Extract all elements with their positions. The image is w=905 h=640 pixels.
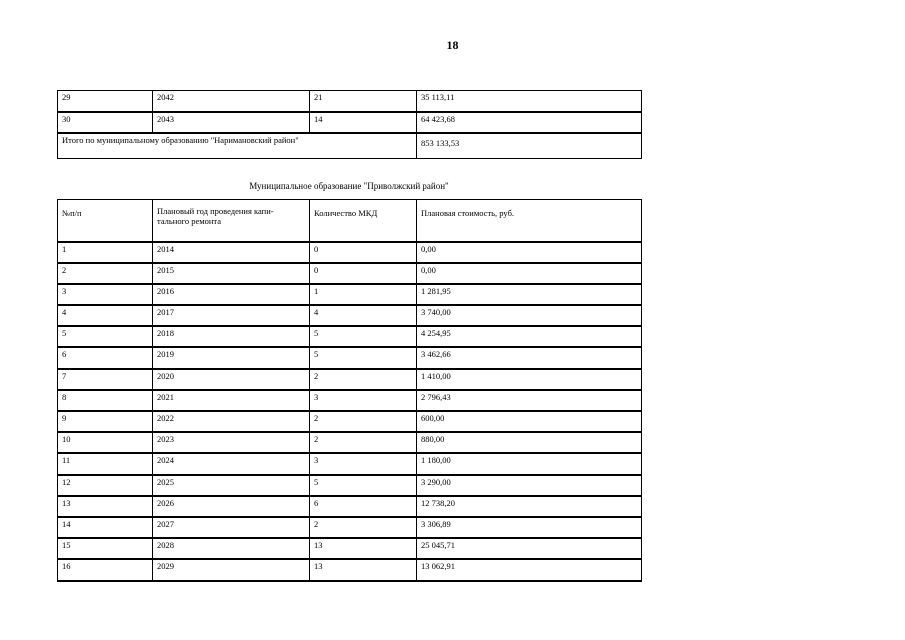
cell-no: 5 [58,326,153,347]
table-row [58,369,642,390]
cell-year: 2017 [153,305,310,326]
cell-count: 3 [310,453,417,474]
cell-no: 12 [58,475,153,496]
table-row [58,112,642,133]
cell-cost: 3 306,89 [417,517,642,538]
top-table [57,90,642,159]
cell-year: 2014 [153,242,310,263]
cell-cost: 3 740,00 [417,305,642,326]
cell-no: 13 [58,496,153,517]
table-header-row [58,200,642,242]
cell-cost: 1 410,00 [417,369,642,390]
cell-cost: 64 423,68 [417,112,642,133]
cell-no: 30 [58,112,153,133]
table-row [58,263,642,284]
cell-no: 1 [58,242,153,263]
table-row [58,91,642,112]
section-title: Муниципальное образование "Приволжский район" [249,181,449,191]
cell-no: 6 [58,347,153,368]
cell-no: 14 [58,517,153,538]
cell-year: 2022 [153,411,310,432]
table-row [58,305,642,326]
cell-no: 29 [58,91,153,112]
cell-no: 8 [58,390,153,411]
cell-year: 2019 [153,347,310,368]
cell-cost: 4 254,95 [417,326,642,347]
cell-count: 2 [310,517,417,538]
table-row [58,347,642,368]
cell-year: 2023 [153,432,310,453]
cell-cost: 600,00 [417,411,642,432]
cell-year: 2026 [153,496,310,517]
cell-count: 5 [310,347,417,368]
main-table [57,199,642,582]
cell-no: 15 [58,538,153,559]
header-cost: Плановая стоимость, руб. [417,200,642,242]
table-row [58,242,642,263]
cell-count: 0 [310,242,417,263]
table-row [58,559,642,580]
cell-count: 14 [310,112,417,133]
table-row [58,496,642,517]
cell-no: 4 [58,305,153,326]
cell-count: 13 [310,559,417,580]
cell-count: 4 [310,305,417,326]
cell-count: 2 [310,369,417,390]
table-row [58,284,642,305]
page-number: 18 [446,38,459,52]
cell-cost: 2 796,43 [417,390,642,411]
table-row [58,326,642,347]
cell-year: 2020 [153,369,310,390]
total-row [58,133,642,159]
cell-year: 2028 [153,538,310,559]
cell-cost: 0,00 [417,242,642,263]
cell-cost: 13 062,91 [417,559,642,580]
cell-cost: 0,00 [417,263,642,284]
cell-no: 16 [58,559,153,580]
cell-cost: 25 045,71 [417,538,642,559]
total-value: 853 133,53 [417,133,642,159]
table-row [58,517,642,538]
cell-count: 2 [310,411,417,432]
main-table-body [58,242,642,581]
cell-year: 2015 [153,263,310,284]
cell-cost: 3 462,66 [417,347,642,368]
cell-year: 2021 [153,390,310,411]
cell-no: 2 [58,263,153,284]
table-row [58,538,642,559]
cell-year: 2042 [153,91,310,112]
cell-count: 3 [310,390,417,411]
cell-no: 3 [58,284,153,305]
cell-count: 1 [310,284,417,305]
cell-count: 0 [310,263,417,284]
cell-count: 6 [310,496,417,517]
cell-no: 10 [58,432,153,453]
cell-cost: 1 281,95 [417,284,642,305]
cell-year: 2024 [153,453,310,474]
total-label: Итого по муниципальному образованию "Наримановский район" [58,133,417,159]
table-row [58,453,642,474]
cell-year: 2029 [153,559,310,580]
cell-year: 2025 [153,475,310,496]
cell-cost: 12 738,20 [417,496,642,517]
cell-count: 21 [310,91,417,112]
cell-year: 2027 [153,517,310,538]
cell-year: 2016 [153,284,310,305]
cell-cost: 880,00 [417,432,642,453]
cell-cost: 35 113,11 [417,91,642,112]
table-row [58,432,642,453]
header-count: Количество МКД [310,200,417,242]
table-row [58,390,642,411]
cell-count: 2 [310,432,417,453]
header-no: №п/п [58,200,153,242]
header-year: Плановый год проведения капи-тального ремонта [153,200,310,242]
cell-count: 5 [310,326,417,347]
cell-cost: 1 180,00 [417,453,642,474]
cell-cost: 3 290,00 [417,475,642,496]
cell-no: 7 [58,369,153,390]
cell-count: 5 [310,475,417,496]
cell-year: 2018 [153,326,310,347]
cell-no: 11 [58,453,153,474]
cell-count: 13 [310,538,417,559]
cell-year: 2043 [153,112,310,133]
cell-no: 9 [58,411,153,432]
table-row [58,411,642,432]
table-row [58,475,642,496]
